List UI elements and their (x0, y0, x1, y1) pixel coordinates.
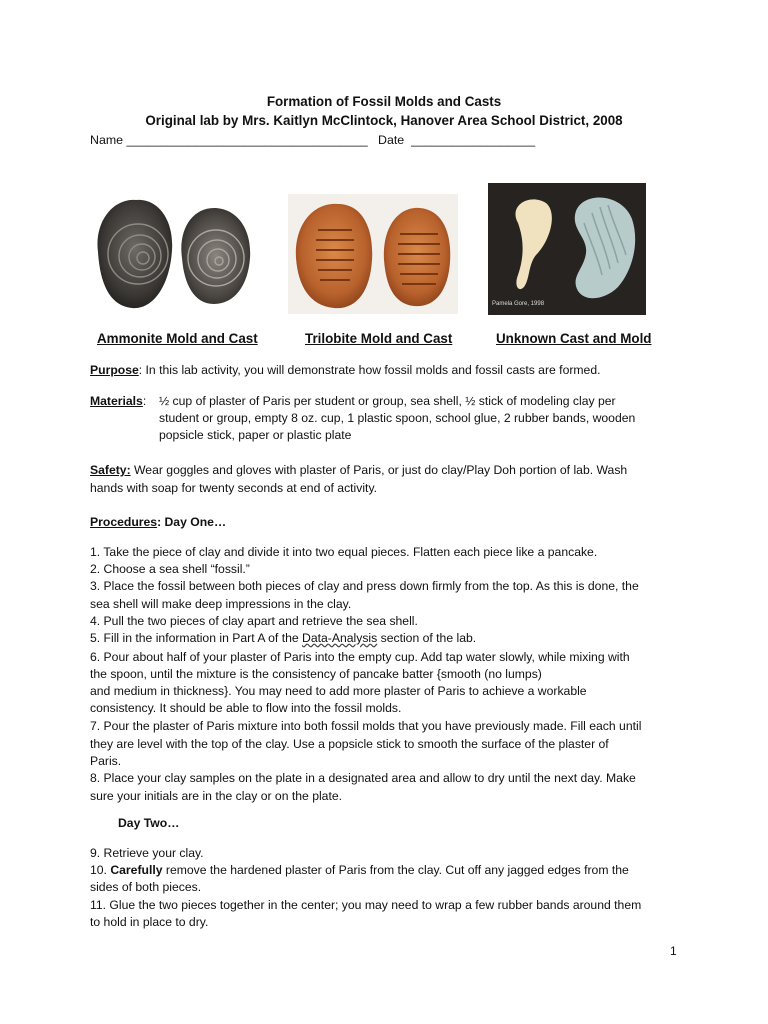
step-6-cont-1: the spoon, until the mixture is the consistency of pancake batter {smooth (no lumps) (90, 667, 542, 681)
caption-ammonite: Ammonite Mold and Cast (97, 331, 258, 346)
step-11: 11. Glue the two pieces together in the center; you may need to wrap a few rubber bands around them (90, 898, 642, 912)
step-7: 7. Pour the plaster of Paris mixture into both fossil molds that you have previously made. Fill each until (90, 719, 642, 733)
step-7-cont-1: they are level with the top of the clay. Use a popsicle stick to smooth the surface of the plaster of (90, 737, 609, 751)
materials-label: Materials (90, 394, 143, 408)
step-3-cont: sea shell will make deep impressions in the clay. (90, 597, 352, 611)
day-two-heading: Day Two… (118, 816, 180, 830)
data-analysis-link: Data-Analysis (302, 631, 378, 645)
trilobite-photo (288, 194, 458, 314)
purpose-label: Purpose (90, 363, 139, 377)
step-6-cont-2: and medium in thickness}. You may need to add more plaster of Paris to achieve a workable (90, 684, 587, 698)
purpose-text: : In this lab activity, you will demonstrate how fossil molds and fossil casts are formed. (138, 363, 601, 377)
caption-unknown: Unknown Cast and Mold (496, 331, 652, 346)
ammonite-photo (88, 192, 260, 314)
purpose-paragraph (90, 362, 601, 379)
safety-label: Safety: (90, 463, 131, 477)
step-5: 5. Fill in the information in Part A of the Data-Analysis section of the lab. (90, 631, 477, 645)
step-10-cont: sides of both pieces. (90, 880, 202, 894)
unknown-cast-mold-photo (488, 183, 646, 315)
procedures-label: Procedures (90, 515, 158, 529)
materials-line-2: student or group, empty 8 oz. cup, 1 plastic spoon, school glue, 2 rubber bands, wooden (159, 411, 636, 425)
safety-line-1: Safety: Wear goggles and gloves with plaster of Paris, or just do clay/Play Doh portion of lab. Wash (90, 463, 628, 477)
document-title: Formation of Fossil Molds and Casts (266, 94, 502, 109)
step-4: 4. Pull the two pieces of clay apart and retrieve the sea shell. (90, 614, 418, 628)
caption-trilobite: Trilobite Mold and Cast (305, 331, 453, 346)
materials-line-1: ½ cup of plaster of Paris per student or group, sea shell, ½ stick of modeling clay per (159, 394, 616, 408)
document-subtitle: Original lab by Mrs. Kaitlyn McClintock, Hanover Area School District, 2008 (145, 113, 623, 128)
step-2: 2. Choose a sea shell “fossil.” (90, 562, 250, 576)
safety-line-2: hands with soap for twenty seconds at end of activity. (90, 481, 378, 495)
step-8: 8. Place your clay samples on the plate in a designated area and allow to dry until the next day. Make (90, 771, 636, 785)
photo-credit: Pamela Gore, 1998 (492, 301, 545, 307)
materials-label-line: Materials: (90, 394, 147, 408)
step-8-cont: sure your initials are in the clay or on the plate. (90, 789, 343, 803)
step-6: 6. Pour about half of your plaster of Paris into the empty cup. Add tap water slowly, while mixing with (90, 650, 630, 664)
step-7-cont-2: Paris. (90, 754, 122, 768)
step-3: 3. Place the fossil between both pieces of clay and press down firmly from the top. As this is done, the (90, 579, 639, 593)
materials-line-3: popsicle stick, paper or plastic plate (159, 428, 352, 442)
step-11-cont: to hold in place to dry. (90, 915, 209, 929)
name-date-line: Name ___________________________________ Date __________________ (90, 133, 536, 147)
step-1: 1. Take the piece of clay and divide it into two equal pieces. Flatten each piece like a pancake. (90, 545, 598, 559)
step-10: 10. Carefully remove the hardened plaster of Paris from the clay. Cut off any jagged edges from the (90, 863, 629, 877)
procedures-heading: Procedures: Day One… (90, 515, 227, 529)
step-6-cont-3: consistency. It should be able to flow into the fossil molds. (90, 701, 402, 715)
page-number: 1 (670, 944, 677, 958)
step-9: 9. Retrieve your clay. (90, 846, 204, 860)
